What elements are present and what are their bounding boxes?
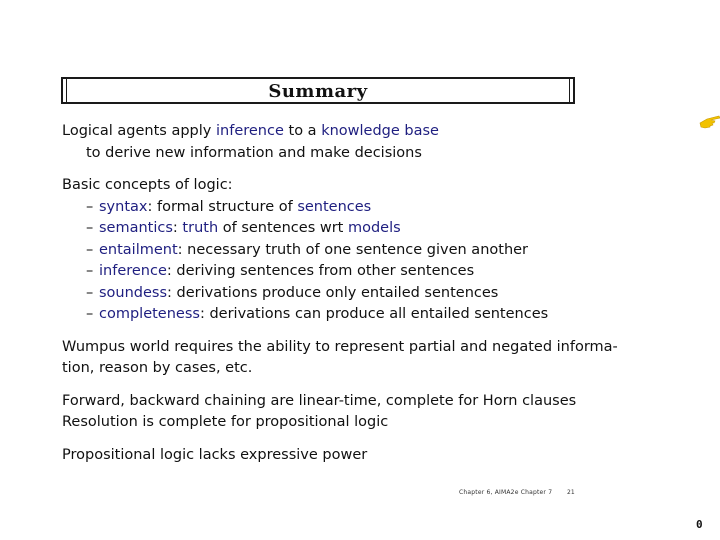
- text-span: : derivations can produce all entailed sentences: [199, 306, 549, 322]
- text-span: :: [172, 220, 183, 236]
- text-span: of sentences wrt: [218, 220, 348, 236]
- text-span: : derivations produce only entailed sentences: [167, 284, 499, 301]
- text-span: to a: [283, 123, 322, 139]
- paragraph-basic-concepts: [62, 175, 582, 326]
- list-item: [62, 283, 582, 305]
- list-item: [62, 240, 582, 262]
- text-line: Wumpus world requires the ability to represent partial and negated informa-: [62, 338, 618, 355]
- text-line: Propositional logic lacks expressive power: [62, 446, 368, 463]
- term-completeness: completeness: [99, 306, 200, 322]
- dash: –: [86, 263, 94, 279]
- text-line: Forward, backward chaining are linear-time, complete for Horn clauses: [62, 392, 577, 409]
- corner-mark: 0: [696, 518, 703, 531]
- term-inference: inference: [216, 123, 284, 139]
- slide-content: [62, 121, 618, 466]
- text-line: to derive new information and make decisions: [86, 144, 422, 161]
- term-knowledge-base: knowledge base: [321, 123, 439, 139]
- term-inference: inference: [99, 263, 167, 279]
- term-truth: truth: [182, 220, 219, 236]
- dash: –: [86, 306, 94, 322]
- list-item: [62, 218, 582, 240]
- term-soundness: soundess: [99, 284, 168, 301]
- dash: –: [86, 241, 94, 258]
- list-item: [62, 261, 582, 283]
- text-line: [62, 121, 582, 143]
- term-entailment: entailment: [99, 241, 178, 258]
- title-box: [61, 77, 575, 104]
- dash: –: [86, 198, 94, 215]
- dash: –: [86, 220, 94, 236]
- list-item: [62, 304, 582, 326]
- term-syntax: syntax: [99, 198, 148, 215]
- text-line: tion, reason by cases, etc.: [62, 360, 253, 376]
- paragraph-chaining: [62, 391, 582, 434]
- text-span: : formal structure of: [147, 198, 298, 215]
- dash: –: [86, 284, 94, 301]
- text-span: : necessary truth of one sentence given another: [177, 241, 529, 258]
- page-number: 21: [567, 489, 575, 496]
- paragraph-wumpus: [62, 337, 618, 380]
- concepts-heading: Basic concepts of logic:: [62, 177, 233, 193]
- paragraph-expressive-power: [62, 445, 582, 467]
- term-models: models: [347, 220, 401, 236]
- term-sentences: sentences: [297, 198, 372, 215]
- text-span: Logical agents apply: [62, 123, 216, 139]
- slide-title: Summary: [268, 81, 368, 102]
- slide-footer: Chapter 6, AIMA2e Chapter 7: [459, 489, 553, 496]
- text-line: Resolution is complete for propositional logic: [62, 414, 389, 430]
- text-span: : deriving sentences from other sentences: [166, 263, 475, 279]
- paragraph-inference: [62, 121, 582, 164]
- list-item: [62, 197, 582, 219]
- pointing-hand-icon[interactable]: [699, 114, 720, 130]
- term-semantics: semantics: [99, 220, 173, 236]
